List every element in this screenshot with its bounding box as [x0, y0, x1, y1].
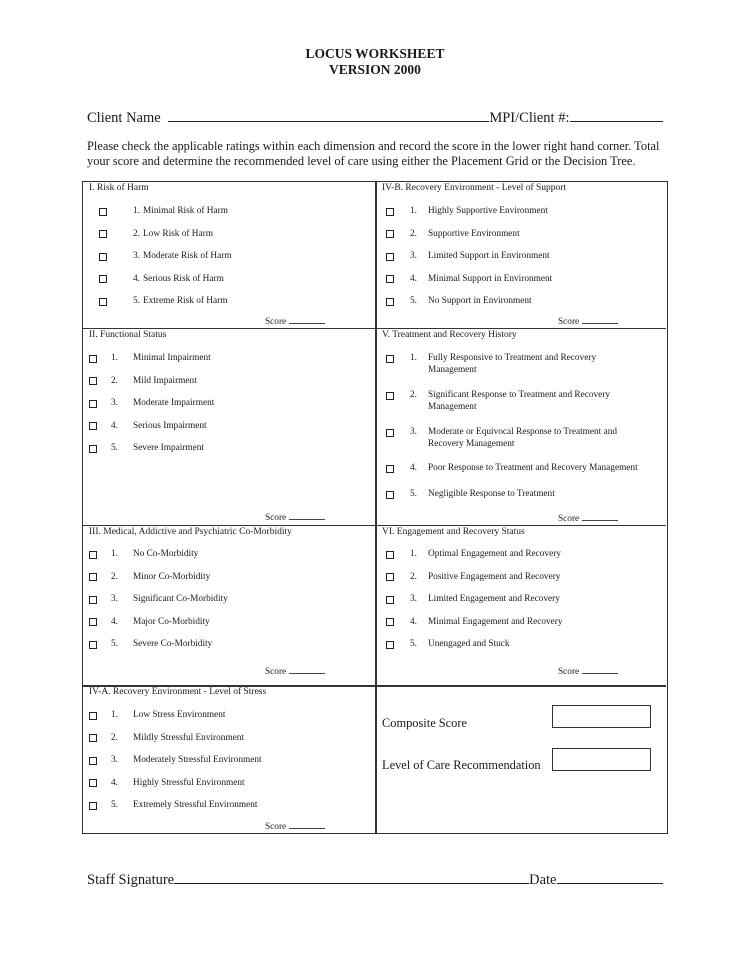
section-risk-of-harm [83, 182, 375, 328]
option-row[interactable] [83, 733, 377, 745]
option-number: 5. [410, 489, 417, 499]
score-label: Score [265, 317, 287, 327]
checkbox[interactable] [89, 734, 97, 742]
option-label-line: Significant Response to Treatment and Recovery [428, 390, 611, 400]
option-label [428, 390, 674, 413]
option-label: Low Risk of Harm [143, 228, 213, 239]
option-row[interactable] [83, 353, 377, 365]
option-label: Mildly Stressful Environment [133, 732, 245, 743]
option-row[interactable] [376, 206, 674, 218]
score-label: Score [265, 513, 287, 523]
worksheet-title: LOCUS WORKSHEET [305, 46, 445, 61]
option-label: Extreme Risk of Harm [143, 296, 228, 306]
option-number: 3. [410, 594, 417, 604]
checkbox[interactable] [89, 596, 97, 604]
option-label: Optimal Engagement and Recovery [428, 549, 561, 559]
option-number: 3. [133, 251, 140, 261]
checkbox[interactable] [386, 551, 394, 559]
instructions: Please check the applicable ratings within each dimension and record the score in the lower right hand corner. Total your score and determine the recommended level of care using either the Placement Grid or the Decision Tree. [87, 139, 660, 168]
option-row[interactable] [83, 594, 377, 606]
option-label: Mild Impairment [133, 375, 197, 386]
option-label: Severe Co-Morbidity [133, 639, 213, 649]
option-row[interactable] [376, 353, 674, 376]
option-row[interactable] [83, 572, 377, 584]
option-row[interactable] [376, 617, 674, 629]
option-number: 4. [410, 616, 417, 627]
mpi-label: MPI/Client #: [489, 110, 570, 126]
option-label [428, 489, 674, 501]
score-label: Score [265, 667, 287, 677]
score-field[interactable] [265, 511, 325, 524]
score-label: Score [558, 317, 580, 327]
option-label [428, 353, 674, 376]
option-number: 2. [410, 228, 417, 239]
option-row[interactable] [83, 421, 377, 433]
option-label: Minimal Risk of Harm [143, 206, 228, 216]
composite-score-label: Composite Score [382, 716, 468, 730]
worksheet-version: VERSION 2000 [329, 62, 421, 77]
option-row[interactable] [376, 463, 674, 475]
option-row[interactable] [83, 710, 377, 722]
section-comorbidity [83, 526, 375, 685]
section-engagement [376, 526, 667, 685]
option-number: 1. [111, 353, 118, 363]
section-stress [83, 686, 375, 833]
option-row[interactable] [376, 229, 674, 241]
checkbox[interactable] [89, 355, 97, 363]
option-number: 5. [111, 800, 118, 810]
option-number: 5. [111, 639, 118, 649]
checkbox[interactable] [89, 400, 97, 408]
option-row[interactable] [83, 376, 377, 388]
option-row[interactable] [83, 755, 377, 767]
option-number: 4. [410, 463, 417, 473]
option-row[interactable] [83, 274, 387, 286]
score-field[interactable] [558, 665, 618, 678]
score-label: Score [558, 667, 580, 677]
checkbox[interactable] [386, 230, 394, 238]
option-label: Moderate Risk of Harm [143, 251, 232, 261]
score-field[interactable] [558, 315, 618, 328]
option-number: 2. [410, 390, 417, 400]
client-name-field[interactable] [168, 109, 489, 122]
score-label: Score [265, 822, 287, 832]
option-row[interactable] [376, 296, 674, 308]
option-label-line: Fully Responsive to Treatment and Recovery [428, 353, 597, 363]
option-number: 4. [111, 777, 118, 788]
option-number: 1. [133, 206, 140, 216]
option-row[interactable] [83, 639, 377, 651]
checkbox[interactable] [386, 491, 394, 499]
option-number: 5. [111, 443, 118, 453]
option-number: 3. [111, 398, 118, 408]
checkbox[interactable] [386, 253, 394, 261]
option-number: 2. [133, 228, 140, 239]
section-summary [376, 686, 667, 833]
option-row[interactable] [83, 800, 377, 812]
option-number: 3. [410, 427, 417, 437]
level-of-care-box[interactable] [552, 748, 651, 771]
option-number: 3. [410, 251, 417, 261]
option-number: 4. [133, 273, 140, 284]
option-row[interactable] [83, 398, 377, 410]
option-row[interactable] [83, 617, 377, 629]
date-label: Date [529, 872, 557, 888]
checkbox[interactable] [89, 712, 97, 720]
option-label: No Support in Environment [428, 296, 532, 306]
option-label: Moderate Impairment [133, 398, 215, 408]
option-label: Minimal Engagement and Recovery [428, 616, 563, 627]
checkbox[interactable] [89, 445, 97, 453]
option-number: 4. [111, 616, 118, 627]
option-number: 4. [111, 420, 118, 431]
checkbox[interactable] [386, 596, 394, 604]
checkbox[interactable] [386, 573, 394, 581]
checkbox[interactable] [99, 298, 107, 306]
option-row[interactable] [83, 443, 377, 455]
option-number: 1. [410, 549, 417, 559]
option-row[interactable] [376, 594, 674, 606]
option-row[interactable] [376, 639, 674, 651]
checkbox[interactable] [99, 275, 107, 283]
option-number: 5. [410, 296, 417, 306]
option-row[interactable] [83, 296, 387, 308]
checkbox[interactable] [386, 208, 394, 216]
section-support [376, 182, 667, 328]
section-functional-status [83, 329, 375, 525]
option-label: Unengaged and Stuck [428, 639, 510, 649]
score-field[interactable] [265, 665, 325, 678]
client-row [87, 109, 667, 127]
option-row[interactable] [376, 572, 674, 584]
mpi-field[interactable] [570, 109, 663, 122]
option-label: Serious Impairment [133, 420, 207, 431]
option-label: Extremely Stressful Environment [133, 800, 258, 810]
checkbox[interactable] [386, 355, 394, 363]
option-label [428, 427, 674, 450]
composite-score-box[interactable] [552, 705, 651, 728]
client-name-label: Client Name [87, 110, 161, 126]
section-title: III. Medical, Addictive and Psychiatric Co-Morbidity [89, 527, 292, 537]
option-label: Severe Impairment [133, 443, 204, 453]
score-field[interactable] [265, 315, 325, 328]
option-label: No Co-Morbidity [133, 549, 199, 559]
option-number: 2. [111, 375, 118, 386]
option-label-line: Management [428, 364, 477, 375]
option-number: 4. [410, 273, 417, 284]
checkbox[interactable] [386, 392, 394, 400]
option-number: 5. [410, 639, 417, 649]
option-number: 1. [111, 710, 118, 720]
checkbox[interactable] [386, 298, 394, 306]
checkbox[interactable] [89, 551, 97, 559]
option-label: Low Stress Environment [133, 710, 226, 720]
option-row[interactable] [83, 549, 377, 561]
option-number: 2. [410, 571, 417, 582]
option-label-line: Management [428, 401, 477, 412]
checkbox[interactable] [89, 641, 97, 649]
checkbox[interactable] [89, 779, 97, 787]
checkbox[interactable] [89, 573, 97, 581]
option-label: Positive Engagement and Recovery [428, 571, 561, 582]
option-number: 3. [111, 594, 118, 604]
option-label: Minimal Impairment [133, 353, 211, 363]
checkbox[interactable] [99, 208, 107, 216]
option-row[interactable] [376, 251, 674, 263]
score-field[interactable] [558, 512, 618, 525]
checkbox[interactable] [386, 429, 394, 437]
checkbox[interactable] [386, 618, 394, 626]
option-label: Moderately Stressful Environment [133, 755, 262, 765]
option-label: Serious Risk of Harm [143, 273, 224, 284]
checkbox[interactable] [386, 641, 394, 649]
option-row[interactable] [376, 274, 674, 286]
section-title: V. Treatment and Recovery History [382, 330, 517, 340]
staff-signature-label: Staff Signature [87, 872, 175, 888]
option-label: Major Co-Morbidity [133, 616, 210, 627]
option-row[interactable] [83, 778, 377, 790]
option-label: Supportive Environment [428, 228, 520, 239]
checkbox[interactable] [99, 230, 107, 238]
checkbox[interactable] [386, 465, 394, 473]
score-field[interactable] [265, 820, 325, 833]
option-label-line: Negligible Response to Treatment [428, 489, 555, 499]
option-label-line: Poor Response to Treatment and Recovery Management [428, 463, 638, 473]
checkbox[interactable] [89, 802, 97, 810]
section-title: I. Risk of Harm [89, 183, 149, 193]
section-title: IV-A. Recovery Environment - Level of Stress [89, 687, 267, 697]
option-row[interactable] [376, 549, 674, 561]
option-label: Highly Stressful Environment [133, 777, 245, 788]
option-label: Highly Supportive Environment [428, 206, 548, 216]
date-field[interactable] [557, 871, 663, 884]
option-number: 3. [111, 755, 118, 765]
score-label: Score [558, 514, 580, 524]
option-number: 1. [410, 206, 417, 216]
option-row[interactable] [376, 390, 674, 413]
section-treatment-history [376, 329, 667, 525]
option-row[interactable] [83, 206, 387, 218]
option-label-line: Recovery Management [428, 438, 515, 449]
option-label: Significant Co-Morbidity [133, 594, 228, 604]
option-number: 5. [133, 296, 140, 306]
option-label: Limited Engagement and Recovery [428, 594, 560, 604]
checkbox[interactable] [99, 253, 107, 261]
worksheet-grid [82, 181, 668, 834]
option-label [428, 463, 674, 475]
option-row[interactable] [83, 229, 387, 241]
level-of-care-label: Level of Care Recommendation [382, 758, 541, 772]
section-title: II. Functional Status [89, 330, 167, 340]
option-label-line: Moderate or Equivocal Response to Treatment and [428, 427, 617, 437]
option-number: 2. [111, 732, 118, 743]
option-label: Minimal Support in Environment [428, 273, 553, 284]
checkbox[interactable] [386, 275, 394, 283]
staff-signature-field[interactable] [174, 871, 529, 884]
section-title: IV-B. Recovery Environment - Level of Support [382, 183, 567, 193]
checkbox[interactable] [89, 422, 97, 430]
option-label: Limited Support in Environment [428, 251, 550, 261]
signature-row [87, 871, 667, 889]
checkbox[interactable] [89, 618, 97, 626]
option-row[interactable] [376, 489, 674, 501]
checkbox[interactable] [89, 377, 97, 385]
checkbox[interactable] [89, 757, 97, 765]
section-title: VI. Engagement and Recovery Status [382, 527, 525, 537]
option-row[interactable] [376, 427, 674, 450]
option-label: Minor Co-Morbidity [133, 571, 211, 582]
option-number: 2. [111, 571, 118, 582]
option-number: 1. [410, 353, 417, 363]
option-row[interactable] [83, 251, 387, 263]
option-number: 1. [111, 549, 118, 559]
